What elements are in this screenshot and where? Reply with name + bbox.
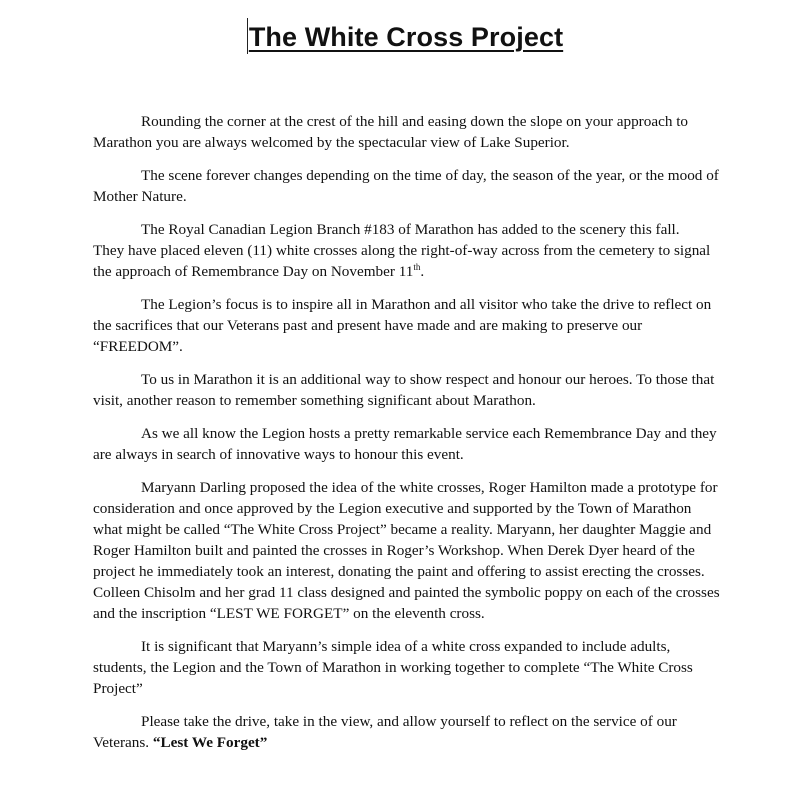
document-title[interactable]: The White Cross Project [248, 22, 564, 52]
paragraph-5[interactable]: To us in Marathon it is an additional way to show respect and honour our heroes. To those that visit, another reason to remember something significant about Marathon. [93, 371, 715, 409]
paragraph-8[interactable]: It is significant that Maryann’s simple idea of a white cross expanded to include adults, students, the Legion and the Town of Marathon in working together to complete “The White Cross Project” [93, 638, 693, 697]
paragraph-9[interactable] [93, 711, 721, 753]
paragraph-7[interactable]: Maryann Darling proposed the idea of the white crosses, Roger Hamilton made a prototype for consideration and once approved by the Legion executive and supported by the Town of Marathon what might be called “The White Cross Project” became a reality. Maryann, her daughter Maggie and Roger Hamilton built and painted the crosses in Roger’s Workshop. When Derek Dyer heard of the project he immediately took an interest, donating the paint and offering to assist erecting the crosses. Colleen Chisolm and her grad 11 class designed and painted the symbolic poppy on each of the crosses and the inscription “LEST WE FORGET” on the eleventh cross. [93, 479, 720, 622]
paragraph-6[interactable]: As we all know the Legion hosts a pretty remarkable service each Remembrance Day and they are always in search of innovative ways to honour this event. [93, 425, 717, 463]
date-period: . [420, 263, 425, 280]
date-superscript: th [413, 262, 421, 272]
paragraph-3[interactable] [93, 219, 721, 282]
closing-bold: “Lest We Forget” [152, 734, 268, 751]
title-area [0, 18, 810, 54]
legion-intro-sentence: The Royal Canadian Legion Branch #183 of Marathon has added to the scenery this fall. [141, 221, 680, 238]
paragraph-1[interactable]: Rounding the corner at the crest of the hill and easing down the slope on your approach to Marathon you are always welcomed by the spectacular view of Lake Superior. [93, 113, 689, 151]
paragraph-2[interactable]: The scene forever changes depending on the time of day, the season of the year, or the mood of Mother Nature. [93, 167, 719, 205]
crosses-sentence: They have placed eleven (11) white crosses along the right-of-way across from the cemetery to signal the approach of Remembrance Day on November 11 [93, 242, 711, 280]
text-cursor [247, 18, 248, 54]
paragraph-4[interactable]: The Legion’s focus is to inspire all in Marathon and all visitor who take the drive to reflect on the sacrifices that our Veterans past and present have made and are making to preserve our “FREEDOM”. [93, 296, 712, 355]
document-body[interactable] [93, 111, 721, 765]
closing-sentence: Please take the drive, take in the view, and allow yourself to reflect on the service of our Veterans. [93, 713, 677, 751]
